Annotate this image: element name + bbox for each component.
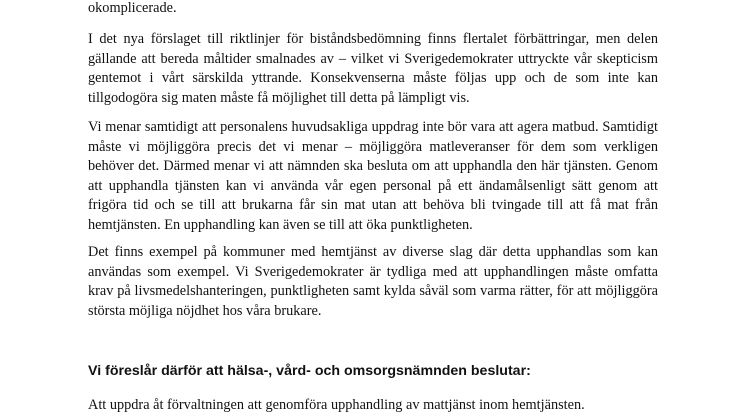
- paragraph-riktlinjer: I det nya förslaget till riktlinjer för biståndsbedömning finns flertalet förbättringar, men delen gällande att bereda måltider smalnades av – vilket vi Sverigedemokrater uttryckte vår skepticism gentemot i vårt särskilda yttrande. Konsekvenserna måste följas upp och de som inte kan tillgodogöra sig maten måste få möjlighet till detta på lämpligt vis.: [88, 31, 658, 106]
- paragraph-fragment: okomplicerade.: [88, 0, 177, 16]
- proposal-item: Att uppdra åt förvaltningen att genomföra upphandling av mattjänst inom hemtjänsten.: [88, 397, 585, 413]
- paragraph-exempel: Det finns exempel på kommuner med hemtjänst av diverse slag där detta upphandlas som kan användas som exempel. Vi Sverigedemokrater är tydliga med att upphandlingen måste omfatta krav på livsmedelshanteringen, punktligheten samt kylda såväl som varma rätter, för att möjliggöra största möjliga nöjdhet hos våra brukare.: [88, 244, 658, 319]
- proposal-heading: Vi föreslår därför att hälsa-, vård- och omsorgsnämnden beslutar:: [88, 363, 531, 379]
- paragraph-upphandling: Vi menar samtidigt att personalens huvudsakliga uppdrag inte bör vara att agera matbud. Samtidigt måste vi möjliggöra precis det vi menar – möjliggöra matleveranser för dem som verkligen behöver det. Därmed menar vi att nämnden ska besluta om att upphandla den här tjänsten. Genom att upphandla tjänsten kan vi använda vår egen personal på ett ändamålsenligt sätt genom att frigöra tid och se till att brukarna får sin mat utan att behöva bli tvingade till att få mat från hemtjänsten. En upphandling kan även se till att öka punktligheten.: [88, 119, 658, 233]
